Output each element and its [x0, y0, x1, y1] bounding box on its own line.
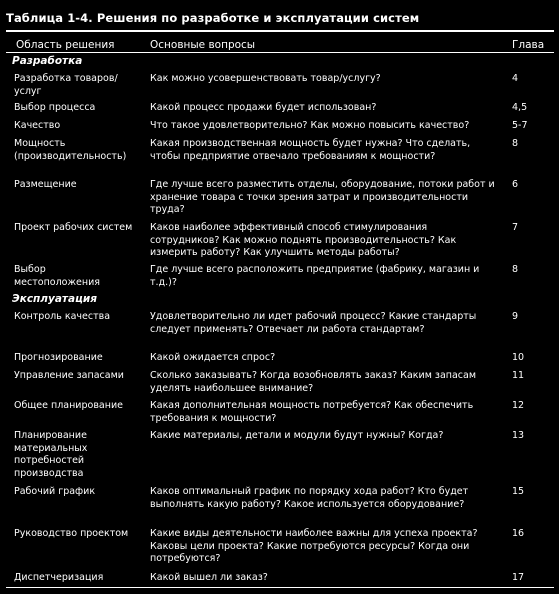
row-area: Выбор местоположения: [14, 264, 100, 288]
bottom-rule: [6, 587, 554, 588]
row-questions: Где лучше всего разместить отделы, оборудование, потоки работ и хранение товара с точки зрения затрат и производительности труда?: [150, 179, 495, 215]
row-questions: Как можно усовершенствовать товар/услугу?: [150, 73, 381, 84]
row-area: Размещение: [14, 179, 77, 190]
row-chapter: 8: [512, 264, 519, 275]
row-questions: Какой процесс продажи будет использован?: [150, 102, 377, 113]
row-chapter: 15: [512, 486, 525, 497]
row-questions: Какие материалы, детали и модули будут нужны? Когда?: [150, 430, 444, 441]
row-chapter: 11: [512, 370, 525, 381]
row-questions: Какой ожидается спрос?: [150, 352, 276, 363]
row-questions: Что такое удовлетворительно? Как можно повысить качество?: [150, 120, 470, 131]
title-rule: [6, 30, 554, 32]
row-chapter: 17: [512, 572, 525, 583]
row-chapter: 8: [512, 138, 519, 149]
row-questions: Какие виды деятельности наиболее важны для успеха проекта? Каковы цели проекта? Какие потребуются ресурсы? Когда они потребуются?: [150, 528, 478, 564]
row-chapter: 4: [512, 73, 519, 84]
row-chapter: 13: [512, 430, 525, 441]
row-chapter: 16: [512, 528, 525, 539]
row-area: Проект рабочих систем: [14, 222, 133, 233]
row-area: Общее планирование: [14, 400, 123, 411]
row-questions: Какая производственная мощность будет нужна? Что сделать, чтобы предприятие отвечало требованиям к мощности?: [150, 138, 471, 162]
row-chapter: 10: [512, 352, 525, 363]
row-area: Управление запасами: [14, 370, 124, 381]
row-questions: Каков оптимальный график по порядку хода работ? Кто будет выполнять какую работу? Какое используется оборудование?: [150, 486, 469, 510]
row-area: Качество: [14, 120, 61, 131]
row-area: Разработка товаров/услуг: [14, 73, 118, 97]
row-questions: Где лучше всего расположить предприятие (фабрику, магазин и т.д.)?: [150, 264, 480, 288]
row-chapter: 7: [512, 222, 519, 233]
row-chapter: 4,5: [512, 102, 528, 113]
row-area: Мощность (производительность): [14, 138, 127, 162]
row-area: Планирование материальных потребностей производства: [14, 430, 88, 479]
row-questions: Сколько заказывать? Когда возобновлять заказ? Каким запасам уделять наибольшее внимание?: [150, 370, 477, 394]
row-area: Выбор процесса: [14, 102, 96, 113]
section-title: Разработка: [12, 55, 83, 67]
row-area: Контроль качества: [14, 311, 111, 322]
row-area: Рабочий график: [14, 486, 96, 497]
header-chapter: Глава: [512, 39, 545, 51]
row-questions: Какая дополнительная мощность потребуется? Как обеспечить требования к мощности?: [150, 400, 474, 424]
row-questions: Какой вышел ли заказ?: [150, 572, 268, 583]
row-area: Руководство проектом: [14, 528, 129, 539]
row-chapter: 6: [512, 179, 519, 190]
header-area: Область решения: [16, 39, 115, 51]
row-questions: Каков наиболее эффективный способ стимулирования сотрудников? Как можно поднять производительность? Как измерить работу? Как улучшить методы работы?: [150, 222, 457, 258]
row-chapter: 9: [512, 311, 519, 322]
row-chapter: 5-7: [512, 120, 528, 131]
header-questions: Основные вопросы: [150, 39, 256, 51]
section-title: Эксплуатация: [12, 293, 97, 305]
row-area: Прогнозирование: [14, 352, 103, 363]
row-questions: Удовлетворительно ли идет рабочий процесс? Какие стандарты следует применять? Отвечает ли работа стандартам?: [150, 311, 477, 335]
table-title: Таблица 1-4. Решения по разработке и эксплуатации систем: [6, 11, 420, 25]
row-area: Диспетчеризация: [14, 572, 104, 583]
header-rule: [6, 52, 554, 53]
row-chapter: 12: [512, 400, 525, 411]
